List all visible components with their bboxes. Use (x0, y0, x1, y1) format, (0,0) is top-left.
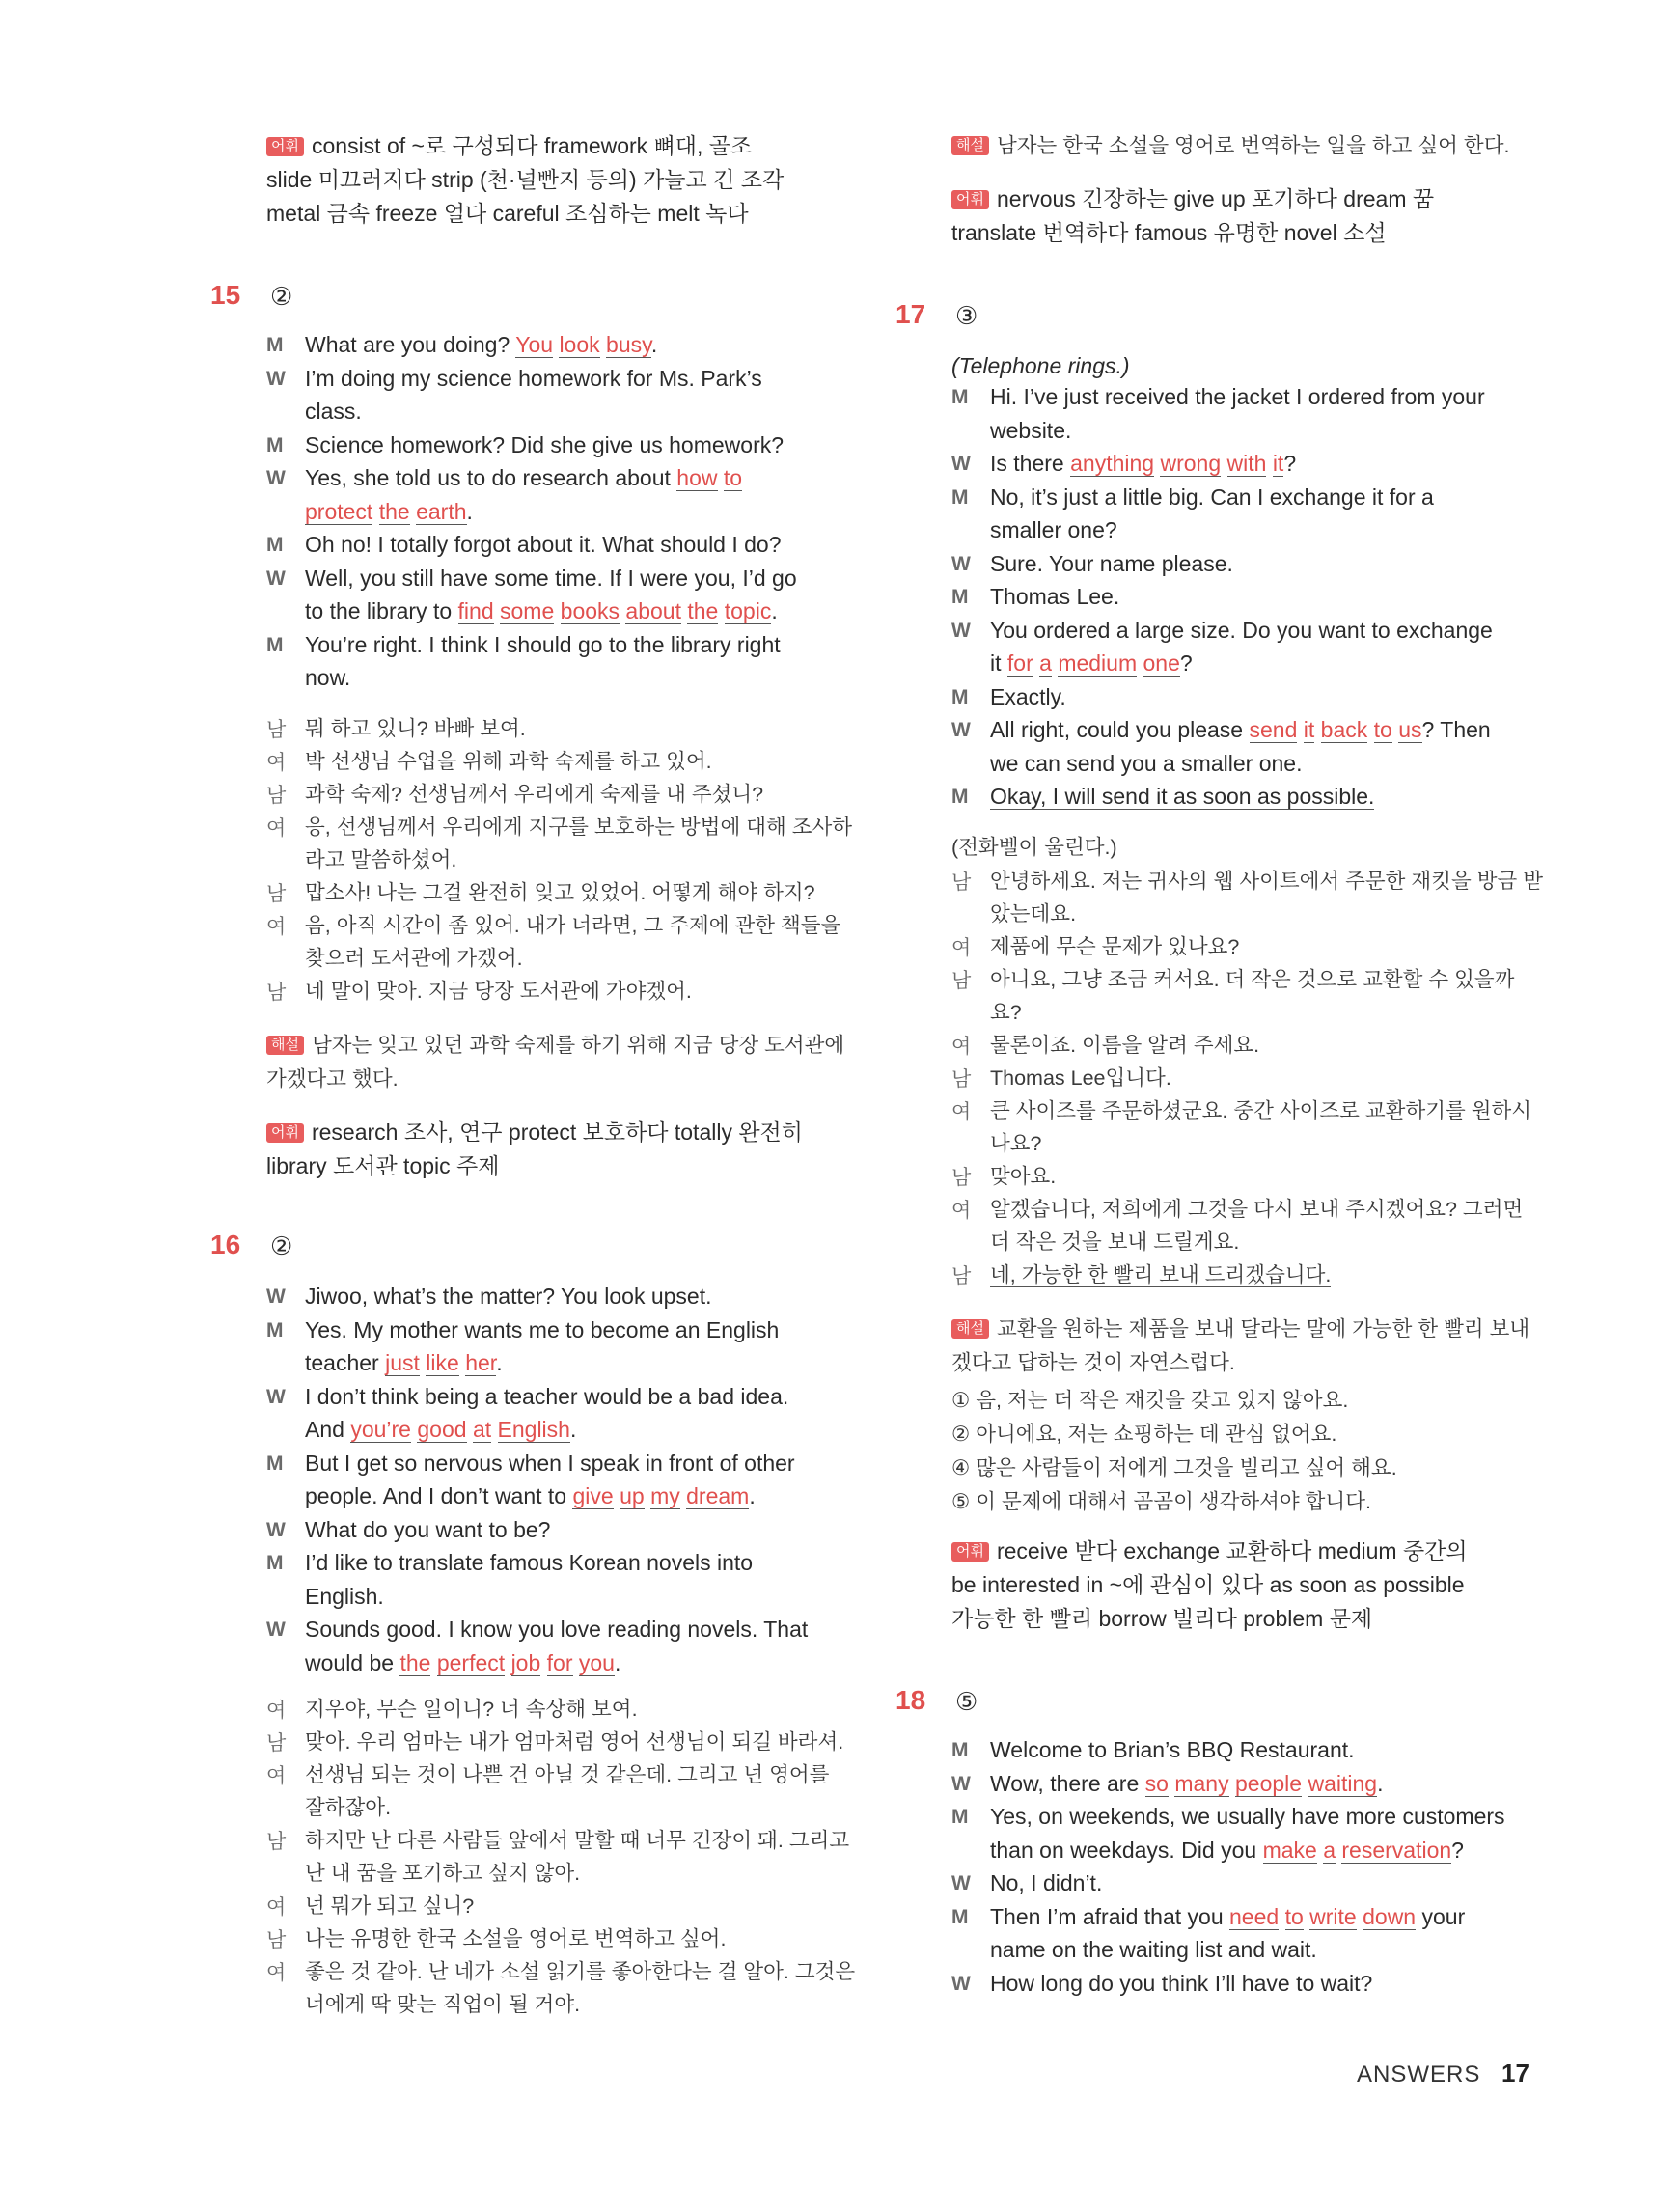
dialogue-line: All right, could you please send it back to us? Then (990, 717, 1491, 742)
fill-in-blank: some (500, 598, 555, 623)
dialogue-line: website. (990, 417, 1072, 443)
dialogue-line: Sounds good. I know you love reading novels. That (305, 1617, 809, 1642)
speaker-label: M (266, 1452, 284, 1475)
dialogue-line: protect the earth. (305, 498, 473, 524)
dialogue-line: I don’t think being a teacher would be a bad idea. (305, 1383, 789, 1409)
translation-line: 넌 뭐가 되고 싶니? (305, 1894, 475, 1918)
fill-in-blank: with (1226, 451, 1267, 476)
dialogue-line: You’re right. I think I should go to the library right (305, 631, 781, 657)
speaker-label: M (951, 1905, 969, 1928)
speaker-label: M (951, 685, 969, 708)
fill-in-blank: at (472, 1417, 492, 1442)
fill-in-blank: you’re (350, 1417, 411, 1442)
speaker-label: M (951, 1806, 969, 1828)
fill-in-blank: reservation (1341, 1837, 1452, 1863)
dialogue-line: I’m doing my science homework for Ms. Park’s (305, 365, 762, 391)
section-tag: 어휘 (951, 1542, 989, 1562)
speaker-label: M (266, 534, 284, 556)
fill-in-blank: good (417, 1417, 467, 1442)
paragraph-line: translate 번역하다 famous 유명한 novel 소설 (951, 220, 1387, 245)
speaker-label: 여 (266, 752, 287, 774)
translation-line: 지우야, 무슨 일이니? 너 속상해 보여. (305, 1698, 638, 1721)
speaker-label: 여 (951, 1200, 972, 1222)
speaker-label: W (951, 453, 971, 475)
paragraph-line: 가능한 한 빨리 borrow 빌리다 problem 문제 (951, 1606, 1373, 1631)
speaker-label: W (266, 367, 286, 390)
paragraph-line: library 도서관 topic 주제 (266, 1153, 500, 1178)
translation-line: 나는 유명한 한국 소설을 영어로 번역하고 싶어. (305, 1927, 727, 1950)
fill-in-blank: to (723, 465, 743, 490)
speaker-label: 남 (266, 982, 287, 1004)
dialogue-line: And you’re good at English. (305, 1417, 577, 1442)
translation-line: 아니요, 그냥 조금 커서요. 더 작은 것으로 교환할 수 있을까 (990, 968, 1515, 991)
answer-phrase: 네, 가능한 한 빨리 보내 드리겠습니다. (990, 1263, 1332, 1286)
translation-line: 제품에 무슨 문제가 있나요? (990, 935, 1240, 958)
speaker-label: 남 (951, 1167, 972, 1189)
answer-choice: ② (270, 282, 293, 311)
fill-in-blank: the (399, 1649, 431, 1675)
translation-line: Thomas Lee입니다. (990, 1066, 1171, 1090)
paragraph-line: 해설 교환을 원하는 제품을 보내 달라는 말에 가능한 한 빨리 보내 (951, 1314, 1529, 1343)
paragraph-line: slide 미끄러지다 strip (천·널빤지 등의) 가늘고 긴 조각 (266, 167, 785, 192)
fill-in-blank: English (497, 1417, 570, 1442)
dialogue-line: No, I didn’t. (990, 1870, 1103, 1895)
answer-choice: ② (270, 1231, 293, 1260)
fill-in-blank: back (1320, 717, 1368, 742)
speaker-label: W (266, 1518, 286, 1541)
speaker-label: 여 (266, 817, 287, 840)
translation-line: 잘하잖아. (305, 1796, 392, 1819)
fill-in-blank: need (1229, 1903, 1280, 1929)
translation-line: 네 말이 맞아. 지금 당장 도서관에 가야겠어. (305, 980, 692, 1003)
fill-in-blank: people (1234, 1770, 1303, 1796)
fill-in-blank: the (687, 598, 719, 623)
speaker-label: W (951, 719, 971, 741)
fill-in-blank: books (560, 598, 620, 623)
speaker-label: W (266, 1286, 286, 1308)
speaker-label: 남 (266, 883, 287, 905)
answer-phrase: Okay, I will send it as soon as possible. (990, 784, 1375, 809)
speaker-label: W (951, 1972, 971, 1995)
fill-in-blank: a (1039, 650, 1052, 676)
dialogue-line: Well, you still have some time. If I were you, I’d go (305, 565, 797, 591)
fill-in-blank: for (546, 1649, 573, 1675)
fill-in-blank: waiting (1308, 1770, 1378, 1796)
section-tag: 어휘 (266, 1123, 304, 1143)
speaker-label: 남 (951, 871, 972, 894)
paragraph-line: 어휘 research 조사, 연구 protect 보호하다 totally 완전히 (266, 1118, 803, 1147)
translation-line: 맙소사! 나는 그걸 완전히 잊고 있었어. 어떻게 해야 하지? (305, 881, 815, 904)
fill-in-blank: find (457, 598, 494, 623)
translation-line: 라고 말씀하셨어. (305, 848, 457, 871)
speaker-label: W (266, 1385, 286, 1408)
fill-in-blank: her (465, 1350, 497, 1375)
dialogue-line: Welcome to Brian’s BBQ Restaurant. (990, 1737, 1355, 1762)
dialogue-line: Sure. Your name please. (990, 550, 1233, 576)
fill-in-blank: like (426, 1350, 459, 1375)
speaker-label: M (266, 334, 284, 356)
dialogue-line (990, 784, 1374, 810)
translation-line: 큰 사이즈를 주문하셨군요. 중간 사이즈로 교환하기를 원하시 (990, 1099, 1532, 1122)
paragraph-line: be interested in ~에 관심이 있다 as soon as possible (951, 1572, 1465, 1597)
speaker-label: W (951, 552, 971, 575)
translation-line: 요? (990, 1001, 1022, 1024)
dialogue-line: than on weekdays. Did you make a reservation? (990, 1837, 1464, 1863)
paragraph-line: metal 금속 freeze 얼다 careful 조심하는 melt 녹다 (266, 201, 749, 226)
dialogue-line: You ordered a large size. Do you want to exchange (990, 617, 1493, 643)
paragraph-line: ① 음, 저는 더 작은 재킷을 갖고 있지 않아요. (951, 1389, 1349, 1412)
question-number: 15 (210, 280, 241, 310)
fill-in-blank: anything (1070, 451, 1155, 476)
question-number: 18 (895, 1685, 926, 1715)
fill-in-blank: medium (1058, 650, 1138, 676)
speaker-label: W (266, 1618, 286, 1641)
translation-line: 찾으러 도서관에 가겠어. (305, 947, 523, 970)
speaker-label: M (266, 1552, 284, 1574)
translation-line: 뭐 하고 있니? 바빠 보여. (305, 717, 526, 740)
speaker-label: 남 (266, 785, 287, 807)
dialogue-line: Yes, on weekends, we usually have more customers (990, 1804, 1505, 1829)
dialogue-line: smaller one? (990, 517, 1117, 542)
paragraph-line: ⑤ 이 문제에 대해서 곰곰이 생각하셔야 합니다. (951, 1490, 1371, 1513)
fill-in-blank: the (378, 498, 410, 524)
dialogue-line: Hi. I’ve just received the jacket I ordered from your (990, 384, 1485, 409)
speaker-label: M (951, 586, 969, 608)
question-number: 16 (210, 1230, 241, 1259)
fill-in-blank: about (625, 598, 681, 623)
translation-line: 박 선생님 수업을 위해 과학 숙제를 하고 있어. (305, 750, 712, 773)
fill-in-blank: protect (305, 498, 373, 524)
speaker-label: 여 (266, 1896, 287, 1919)
fill-in-blank: dream (686, 1483, 750, 1508)
translation-line: 더 작은 것을 보내 드릴게요. (990, 1230, 1240, 1254)
dialogue-line: Then I’m afraid that you need to write down your (990, 1903, 1466, 1929)
dialogue-line: class. (305, 399, 362, 424)
translation-line: 너에게 딱 맞는 직업이 될 거야. (305, 1993, 581, 2016)
fill-in-blank: give (572, 1483, 614, 1508)
speaker-label: M (266, 433, 284, 456)
translation-line: 선생님 되는 것이 나쁜 건 아닐 것 같은데. 그리고 넌 영어를 (305, 1763, 830, 1786)
fill-in-blank: up (620, 1483, 645, 1508)
fill-in-blank: for (1006, 650, 1033, 676)
dialogue-line: Thomas Lee. (990, 584, 1120, 609)
fill-in-blank: to (1284, 1903, 1304, 1929)
speaker-label: W (951, 1772, 971, 1795)
fill-in-blank: to (1373, 717, 1392, 742)
speaker-label: W (951, 619, 971, 642)
paragraph-line: 어휘 nervous 긴장하는 give up 포기하다 dream 꿈 (951, 184, 1434, 213)
dialogue-line: How long do you think I’ll have to wait? (990, 1970, 1373, 1996)
fill-in-blank: one (1143, 650, 1180, 676)
dialogue-line: name on the waiting list and wait. (990, 1937, 1317, 1962)
speaker-label: M (266, 1318, 284, 1341)
dialogue-line: Science homework? Did she give us homework? (305, 431, 785, 457)
paragraph-line: 가겠다고 했다. (266, 1067, 399, 1091)
speaker-label: 여 (266, 1700, 287, 1722)
paragraph-line: 해설 남자는 한국 소설을 영어로 번역하는 일을 하고 싶어 한다. (951, 131, 1509, 160)
speaker-label: 여 (951, 1101, 972, 1123)
translation-line: 음, 아직 시간이 좀 있어. 내가 너라면, 그 주제에 관한 책들을 (305, 914, 841, 937)
fill-in-blank: how (676, 465, 718, 490)
fill-in-blank: make (1262, 1837, 1317, 1863)
speaker-label: M (951, 485, 969, 509)
dialogue-line: to the library to find some books about the topic. (305, 598, 778, 623)
dialogue-line: now. (305, 665, 351, 690)
dialogue-line: English. (305, 1583, 384, 1609)
dialogue-line: Yes. My mother wants me to become an English (305, 1316, 780, 1342)
answer-choice: ③ (955, 301, 978, 330)
answer-choice: ⑤ (955, 1687, 978, 1716)
translation-line: 난 내 꿈을 포기하고 싶지 않아. (305, 1862, 581, 1885)
speaker-label: W (266, 467, 286, 489)
page-number: 17 (1501, 2059, 1529, 2088)
speaker-label: M (951, 1739, 969, 1761)
paragraph-line: ④ 많은 사람들이 저에게 그것을 빌리고 싶어 해요. (951, 1456, 1397, 1479)
paragraph-line: 겠다고 답하는 것이 자연스럽다. (951, 1351, 1235, 1374)
dialogue-line: teacher just like her. (305, 1350, 503, 1375)
paragraph-line: 어휘 consist of ~로 구성되다 framework 뼈대, 골조 (266, 131, 752, 160)
speaker-label: 남 (266, 1732, 287, 1755)
stage-direction: (전화벨이 울린다.) (951, 836, 1117, 859)
fill-in-blank: so (1144, 1770, 1169, 1796)
translation-line: 맞아. 우리 엄마는 내가 엄마처럼 영어 선생님이 되길 바라셔. (305, 1730, 844, 1754)
speaker-label: M (951, 386, 969, 408)
speaker-label: M (951, 786, 969, 808)
dialogue-line: Jiwoo, what’s the matter? You look upset. (305, 1284, 712, 1309)
fill-in-blank: topic (724, 598, 772, 623)
dialogue-line: Is there anything wrong with it? (990, 451, 1297, 476)
speaker-label: 남 (266, 719, 287, 741)
translation-line: 좋은 것 같아. 난 네가 소설 읽기를 좋아한다는 걸 알아. 그것은 (305, 1960, 856, 1983)
fill-in-blank: many (1174, 1770, 1229, 1796)
speaker-label: 남 (951, 1068, 972, 1091)
dialogue-line: people. And I don’t want to give up my dream. (305, 1483, 756, 1508)
dialogue-line: What do you want to be? (305, 1516, 551, 1542)
section-tag: 어휘 (266, 137, 304, 156)
speaker-label: 여 (951, 937, 972, 959)
speaker-label: W (266, 567, 286, 590)
speaker-label: 여 (266, 916, 287, 938)
translation-line: 맞아요. (990, 1165, 1057, 1188)
fill-in-blank: just (385, 1350, 420, 1375)
fill-in-blank: a (1323, 1837, 1336, 1863)
translation-line: 나요? (990, 1132, 1042, 1155)
dialogue-line: Oh no! I totally forgot about it. What should I do? (305, 532, 782, 557)
dialogue-line: What are you doing? You look busy. (305, 332, 658, 357)
section-tag: 해설 (951, 136, 989, 155)
dialogue-line: Exactly. (990, 683, 1066, 709)
dialogue-line: it for a medium one? (990, 650, 1193, 676)
dialogue-line: No, it’s just a little big. Can I exchange it for a (990, 484, 1434, 510)
speaker-label: 남 (266, 1929, 287, 1951)
translation-line: 았는데요. (990, 902, 1077, 926)
speaker-label: 여 (266, 1765, 287, 1787)
dialogue-line: But I get so nervous when I speak in front of other (305, 1450, 795, 1476)
fill-in-blank: job (510, 1649, 541, 1675)
speaker-label: 남 (951, 970, 972, 992)
translation-line: 응, 선생님께서 우리에게 지구를 보호하는 방법에 대해 조사하 (305, 816, 853, 839)
dialogue-line: Yes, she told us to do research about how to (305, 465, 743, 490)
fill-in-blank: write (1309, 1903, 1357, 1929)
fill-in-blank: look (559, 332, 600, 357)
question-number: 17 (895, 299, 926, 329)
speaker-label: 여 (266, 1962, 287, 1984)
speaker-label: 남 (951, 1265, 972, 1287)
paragraph-line: 어휘 receive 받다 exchange 교환하다 medium 중간의 (951, 1536, 1468, 1565)
fill-in-blank: my (650, 1483, 680, 1508)
section-tag: 어휘 (951, 190, 989, 209)
stage-direction: (Telephone rings.) (951, 353, 1130, 378)
dialogue-line: I’d like to translate famous Korean novels into (305, 1550, 754, 1575)
paragraph-line: ② 아니에요, 저는 쇼핑하는 데 관심 없어요. (951, 1423, 1337, 1446)
fill-in-blank: you (578, 1649, 615, 1675)
fill-in-blank: earth (416, 498, 467, 524)
translation-line: 물론이죠. 이름을 알려 주세요. (990, 1034, 1260, 1057)
fill-in-blank: perfect (436, 1649, 506, 1675)
translation-line: 안녕하세요. 저는 귀사의 웹 사이트에서 주문한 재킷을 방금 받 (990, 870, 1543, 893)
fill-in-blank: busy (606, 332, 651, 357)
translation-line (990, 1258, 1331, 1288)
paragraph-line: 해설 남자는 잊고 있던 과학 숙제를 하기 위해 지금 당장 도서관에 (266, 1031, 844, 1060)
section-tag: 해설 (266, 1036, 304, 1055)
translation-line: 과학 숙제? 선생님께서 우리에게 숙제를 내 주셨니? (305, 783, 764, 806)
fill-in-blank: us (1398, 717, 1422, 742)
footer-label: ANSWERS (1357, 2061, 1481, 2088)
fill-in-blank: wrong (1160, 451, 1222, 476)
fill-in-blank: down (1363, 1903, 1417, 1929)
speaker-label: 남 (266, 1831, 287, 1853)
section-tag: 해설 (951, 1319, 989, 1339)
speaker-label: 여 (951, 1036, 972, 1058)
speaker-label: M (266, 633, 284, 656)
dialogue-line: would be the perfect job for you. (305, 1649, 621, 1675)
fill-in-blank: it (1303, 717, 1315, 742)
fill-in-blank: it (1272, 451, 1284, 476)
fill-in-blank: You (515, 332, 554, 357)
translation-line: 하지만 난 다른 사람들 앞에서 말할 때 너무 긴장이 돼. 그리고 (305, 1829, 850, 1852)
fill-in-blank: send (1249, 717, 1298, 742)
translation-line: 알겠습니다, 저희에게 그것을 다시 보내 주시겠어요? 그러면 (990, 1198, 1524, 1221)
dialogue-line: Wow, there are so many people waiting. (990, 1770, 1384, 1796)
speaker-label: W (951, 1872, 971, 1894)
dialogue-line: we can send you a smaller one. (990, 750, 1303, 776)
